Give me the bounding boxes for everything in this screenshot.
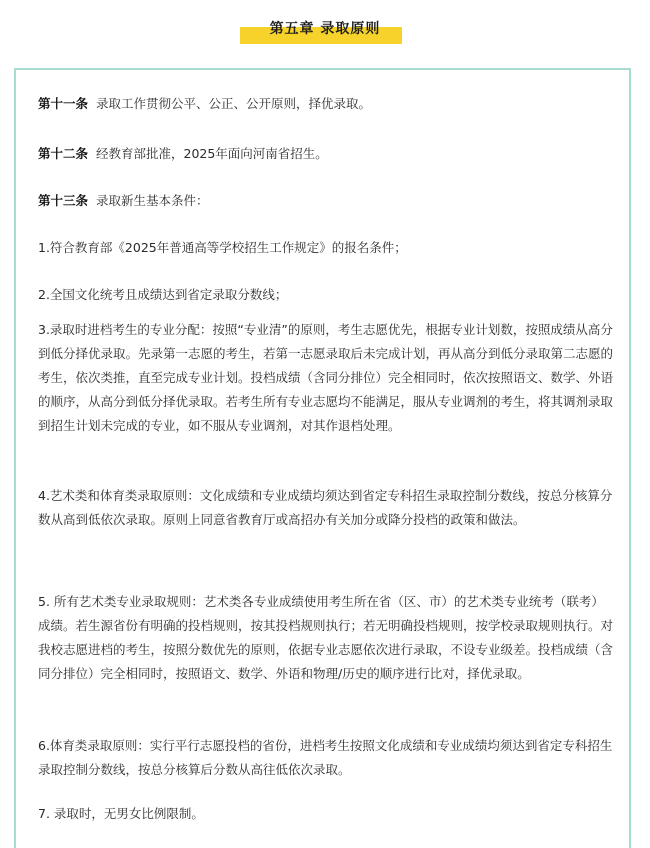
article-text: 录取工作贯彻公平、公正、公开原则，择优录取。 — [96, 96, 372, 111]
condition-item-1: 1.符合教育部《2025年普通高等学校招生工作规定》的报名条件； — [38, 240, 407, 255]
article-text: 经教育部批准，2025年面向河南省招生。 — [96, 146, 328, 161]
condition-item-3: 3.录取时进档考生的专业分配：按照“专业清”的原则，考生志愿优先，根据专业计划数，按照成绩从高分到低分择优录取。先录第一志愿的考生，若第一志愿录取后未完成计划，再从高分到低分录取第二志愿的考生，依次类推，直至完成专业计划。投档成绩（含同分排位）完全相同时，依次按照语文、数学、外语的顺序，从高分到低分择优录取。若考生所有专业志愿均不能满足，服从专业调剂的考生，将其调剂录取到招生计划未完成的专业，如不服从专业调剂，对其作退档处理。 — [38, 322, 614, 433]
condition-item-2: 2.全国文化统考且成绩达到省定录取分数线； — [38, 287, 288, 302]
article-13 — [38, 189, 616, 213]
article-label: 第十一条 — [38, 96, 89, 111]
condition-item-7: 7. 录取时，无男女比例限制。 — [38, 806, 204, 821]
article-label: 第十三条 — [38, 193, 89, 208]
chapter-header — [0, 14, 650, 48]
article-text: 录取新生基本条件： — [96, 193, 209, 208]
article-label: 第十二条 — [38, 146, 89, 161]
condition-item-5: 5. 所有艺术类专业录取规则：艺术类各专业成绩使用考生所在省（区、市）的艺术类专业统考（联考）成绩。若生源省份有明确的投档规则，按其投档规则执行；若无明确投档规则，按学校录取规则执行。对我校志愿进档的考生，按照分数优先的原则，依据专业志愿依次进行录取，不设专业级差。投档成绩（含同分排位）完全相同时，按照语文、数学、外语和物理/历史的顺序进行比对，择优录取。 — [38, 594, 614, 681]
article-11 — [38, 92, 616, 116]
condition-item-4: 4.艺术类和体育类录取原则：文化成绩和专业成绩均须达到省定专科招生录取控制分数线，按总分核算分数从高到低依次录取。原则上同意省教育厅或高招办有关加分或降分投档的政策和做法。 — [38, 488, 613, 527]
content-box — [14, 68, 631, 848]
chapter-title: 第五章 录取原则 — [269, 21, 381, 37]
article-12 — [38, 142, 616, 166]
condition-item-6: 6.体育类录取原则：实行平行志愿投档的省份，进档考生按照文化成绩和专业成绩均须达到省定专科招生录取控制分数线，按总分核算后分数从高往低依次录取。 — [38, 738, 613, 777]
